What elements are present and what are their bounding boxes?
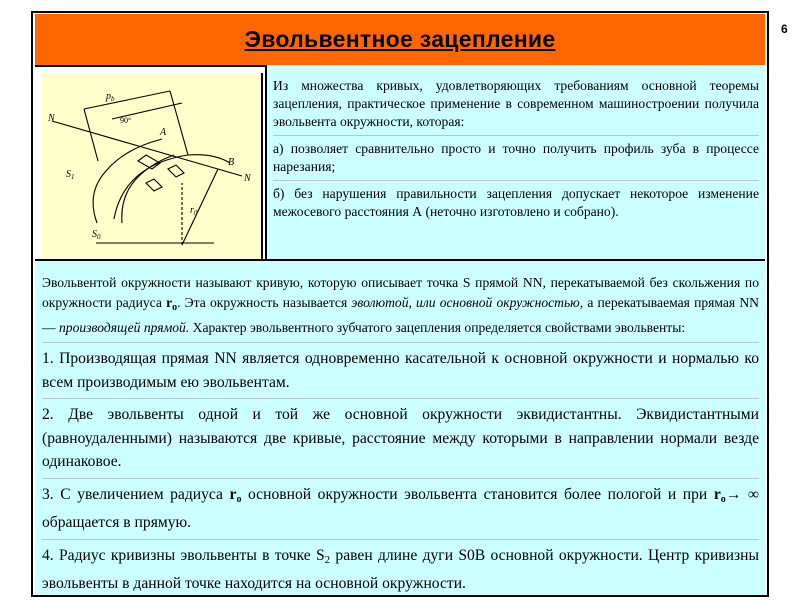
intro-paragraph-2: а) позволяет сравнительно просто и точно получить профиль зуба в процессе нарезания; xyxy=(273,141,759,174)
divider xyxy=(42,478,759,479)
definition-paragraph: Эвольвентой окружности называют кривую, которую описывает точка S прямой NN, перекатываемой без скольжения по окружности радиуса $r_o$. Эта окружность называется эволютой, или основной окружностью, а перекатываемая прямая NN — производящей прямой. Характер эвольвентного зубчатого зацепления определяется свойствами эвольвенты: xyxy=(42,275,759,335)
involute-diagram xyxy=(42,73,261,263)
intro-panel xyxy=(265,65,765,263)
radius-line xyxy=(182,169,218,245)
title-bar xyxy=(35,14,765,67)
generating-line xyxy=(52,121,242,176)
property-item-2: 2. Две эвольвенты одной и той же основной окружности эквидистантны. Эквидистантными (равноудаленными) называются две кривые, расстояние между которыми в направлении нормали везде одинаковое. xyxy=(42,406,759,470)
page-number: 6 xyxy=(781,22,788,36)
base-circle-arc xyxy=(114,155,230,219)
divider xyxy=(42,539,759,540)
intro-paragraph-3: б) без нарушения правильности зацепления допускает некоторое изменение межосевого расстояния А (неточно изготовлено и собрано). xyxy=(273,186,759,219)
extension-line-2 xyxy=(170,91,188,155)
involute-figure xyxy=(42,73,263,263)
intro-paragraph-1: Из множества кривых, удовлетворяющих требованиям основной теоремы зацепления, практическое применение в современном машиностроении получила эвольвента окружности, которая: xyxy=(273,78,759,129)
divider xyxy=(273,135,759,136)
tooth-outline-2 xyxy=(168,165,184,177)
tooth-outline-1 xyxy=(138,155,160,169)
label-n-right: N xyxy=(244,173,251,184)
involute-curve-2 xyxy=(122,155,174,223)
tooth-outline-3 xyxy=(146,179,162,191)
dimension-line-1 xyxy=(84,91,170,109)
label-pb: $p_b$ xyxy=(106,91,115,103)
label-r0: $r_0$ xyxy=(190,205,198,217)
slide-title: Эвольвентное зацепление xyxy=(244,26,556,52)
property-item-4: 4. Радиус кривизны эвольвенты в точке S2 равен длине дуги S0B основной окружности. Центр кривизны эвольвенты в данной точке находится на основной окружности. xyxy=(42,546,759,592)
divider xyxy=(273,180,759,181)
divider xyxy=(42,342,759,343)
property-item-1: 1. Производящая прямая NN является одновременно касательной к основной окружности и нормалью ко всем производимым ею эвольвентам. xyxy=(42,350,759,391)
label-a-point: A xyxy=(160,127,167,138)
label-s1: $S_1$ xyxy=(66,169,75,181)
extension-line-1 xyxy=(84,109,98,161)
slide-frame xyxy=(31,11,769,597)
label-n-top: N xyxy=(48,113,55,124)
divider xyxy=(42,398,759,399)
label-b-point: B xyxy=(228,157,235,168)
label-s0: $S_0$ xyxy=(92,229,101,241)
property-item-3: 3. С увеличением радиуса $r_o$ основной окружности эвольвента становится более пологой и при $r_o\to$ ∞ обращается в прямую. xyxy=(42,485,759,531)
properties-panel xyxy=(35,259,765,597)
label-angle: 90° xyxy=(120,116,132,125)
involute-curve-1 xyxy=(93,139,162,223)
